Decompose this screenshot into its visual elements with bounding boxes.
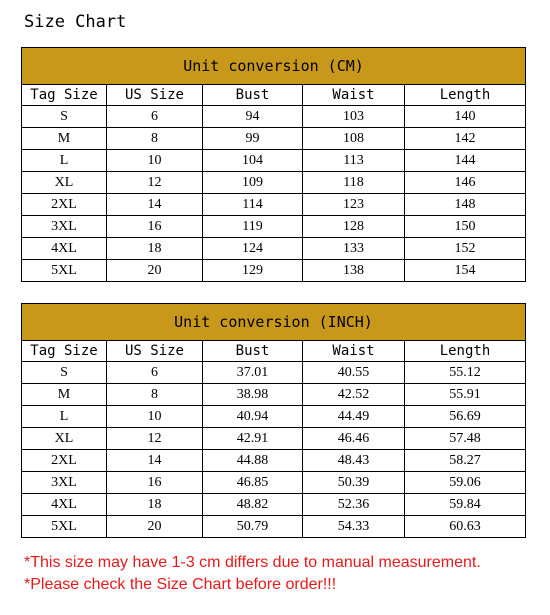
table-row [22,494,526,516]
table-row [22,406,526,428]
table-row [22,128,526,150]
table-cell: 109 [203,172,303,194]
table-cell: 108 [303,128,405,150]
table-cell: 103 [303,106,405,128]
table-cell: 37.01 [203,362,303,384]
table-row [22,450,526,472]
table-cell: 48.43 [303,450,405,472]
table-cell: 129 [203,260,303,282]
table-cell: 20 [107,260,203,282]
table-cell: 10 [107,150,203,172]
table-cell: 5XL [22,260,107,282]
table-cell: 138 [303,260,405,282]
table-cell: XL [22,172,107,194]
page-title: Size Chart [24,12,127,32]
column-header-us-size: US Size [107,341,203,362]
table-cell: 5XL [22,516,107,538]
table-cell: 12 [107,428,203,450]
table-cell: 148 [405,194,526,216]
table-cell: L [22,406,107,428]
table-heading: Unit conversion (CM) [22,48,526,85]
table-cell: 4XL [22,238,107,260]
table-cell: 14 [107,194,203,216]
table-cell: 123 [303,194,405,216]
table-cell: 12 [107,172,203,194]
table-row [22,150,526,172]
table-row [22,194,526,216]
table-cell: L [22,150,107,172]
table-row [22,472,526,494]
table-row [22,106,526,128]
table-cell: 94 [203,106,303,128]
table-cell: 3XL [22,216,107,238]
table-cell: 16 [107,472,203,494]
table-cell: 44.88 [203,450,303,472]
table-cell: 58.27 [405,450,526,472]
table-cell: 59.06 [405,472,526,494]
table-cell: 60.63 [405,516,526,538]
table-cell: 2XL [22,450,107,472]
table-cell: S [22,362,107,384]
table-cell: 118 [303,172,405,194]
table-cell: 114 [203,194,303,216]
table-cell: 4XL [22,494,107,516]
table-cell: 44.49 [303,406,405,428]
table-cell: 104 [203,150,303,172]
table-cell: 146 [405,172,526,194]
table-cell: 50.39 [303,472,405,494]
table-cell: 142 [405,128,526,150]
column-header-us-size: US Size [107,85,203,106]
table-cell: 50.79 [203,516,303,538]
column-header-waist: Waist [303,341,405,362]
table-cell: 154 [405,260,526,282]
table-cell: 150 [405,216,526,238]
table-cell: 54.33 [303,516,405,538]
table-row [22,172,526,194]
table-cell: 133 [303,238,405,260]
table-cell: 99 [203,128,303,150]
table-cell: 55.12 [405,362,526,384]
table-row [22,428,526,450]
table-row [22,362,526,384]
table-cell: 40.55 [303,362,405,384]
table-row [22,216,526,238]
table-cell: 18 [107,238,203,260]
table-cell: 6 [107,362,203,384]
table-cell: 119 [203,216,303,238]
column-header-tag-size: Tag Size [22,341,107,362]
table-cell: 57.48 [405,428,526,450]
table-cell: 152 [405,238,526,260]
table-cell: 59.84 [405,494,526,516]
column-header-length: Length [405,85,526,106]
table-cell: M [22,128,107,150]
table-cell: 2XL [22,194,107,216]
column-header-bust: Bust [203,341,303,362]
table-cell: 128 [303,216,405,238]
column-header-length: Length [405,341,526,362]
table-cell: 40.94 [203,406,303,428]
table-cell: 8 [107,384,203,406]
table-cell: 46.46 [303,428,405,450]
table-cell: S [22,106,107,128]
column-header-waist: Waist [303,85,405,106]
table-cell: 10 [107,406,203,428]
table-cell: 48.82 [203,494,303,516]
table-cell: 38.98 [203,384,303,406]
size-table-cm [21,47,526,282]
column-header-bust: Bust [203,85,303,106]
table-row [22,260,526,282]
table-cell: 42.52 [303,384,405,406]
size-table-inch [21,303,526,538]
table-cell: 16 [107,216,203,238]
table-row [22,384,526,406]
table-cell: 55.91 [405,384,526,406]
column-header-tag-size: Tag Size [22,85,107,106]
table-cell: 113 [303,150,405,172]
table-cell: 124 [203,238,303,260]
table-cell: 8 [107,128,203,150]
table-cell: 144 [405,150,526,172]
table-cell: 3XL [22,472,107,494]
table-cell: XL [22,428,107,450]
table-cell: 140 [405,106,526,128]
table-row [22,516,526,538]
table-cell: 6 [107,106,203,128]
table-cell: M [22,384,107,406]
table-cell: 14 [107,450,203,472]
measurement-note: *This size may have 1-3 cm differs due to manual measurement. [24,554,481,571]
table-cell: 46.85 [203,472,303,494]
table-row [22,238,526,260]
table-cell: 18 [107,494,203,516]
table-cell: 42.91 [203,428,303,450]
table-cell: 52.36 [303,494,405,516]
check-chart-note: *Please check the Size Chart before order!!! [24,576,337,593]
table-cell: 56.69 [405,406,526,428]
table-heading: Unit conversion (INCH) [22,304,526,341]
table-cell: 20 [107,516,203,538]
